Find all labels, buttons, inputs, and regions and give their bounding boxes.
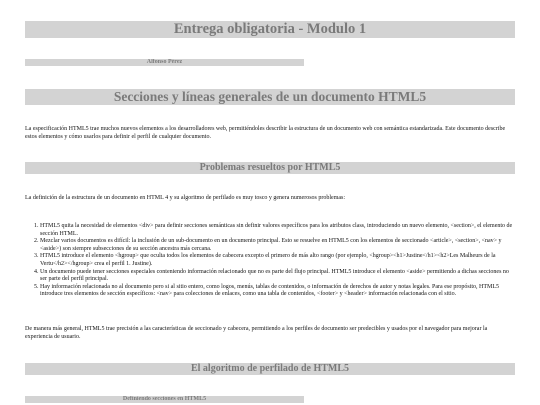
document-title: Entrega obligatoria - Modulo 1 (25, 21, 515, 38)
problems-intro-paragraph: La definición de la estructura de un documento en HTML 4 y su algoritmo de perfilado es muy tosco y genera numerosos problemas: (25, 195, 346, 201)
intro-paragraph: La especificación HTML5 trae muchos nuevos elementos a los desarrolladores web, permitiéndoles describir la estructura de un documento web con semántica estandarizada. Este documento describe estos elementos y cómo usarlos para definir el perfil de cualquier documento. (25, 126, 506, 140)
problems-list (25, 223, 513, 299)
conclusion-paragraph: De manera más general, HTML5 trae precisión a las características de seccionado y cabecera, permitiendo a los perfiles de documento ser predecibles y usados por el navegador para mejorar la experiencia de usuario. (25, 326, 488, 340)
list-item: 3. HTML5 introduce el elemento <hgroup> que oculta todos los elementos de cabecera excepto el primero de más alto rango (por ejemplo, <hgroup><h1>Justine</h1><h2>Les Malheurs de la Vertu</h2></hgroup> crea el perfil 1. Justine). (40, 253, 513, 268)
list-item: 2. Mezclar varios documentos es difícil: la inclusión de un sub-documento en un documento principal. Esto se resuelve en HTML5 con los elementos de seccionado <article>, <section>, <nav> y <aside>) son siempre subsecciones de su sección ancestra más cercana. (40, 238, 513, 253)
author-name: Alfonso Pérez (25, 59, 304, 66)
algorithm-heading: El algoritmo de perfilado de HTML5 (25, 363, 515, 375)
main-heading: Secciones y líneas generales de un documento HTML5 (25, 89, 515, 105)
problems-heading: Problemas resueltos por HTML5 (25, 162, 515, 174)
list-item: 1. HTML5 quita la necesidad de elementos <div> para definir secciones semánticas sin definir valores específicos para los atributos class, introduciendo un nuevo elemento, <section>, el elemento de sección HTML. (40, 223, 513, 238)
defining-sections-heading: Definiendo secciones en HTML5 (25, 396, 304, 403)
list-item: 5. Hay información relacionada no al documento pero si al sitio entero, como logos, menús, tablas de contenidos, o información de derechos de autor y notas legales. Para ese propósito, HTML5 introduce tres elementos de sección específicos: <nav> para colecciones de enlaces, como una tabla de contenidos, <footer> y <header> información relacionada con el sitio. (40, 284, 513, 299)
list-item: 4. Un documento puede tener secciones especiales conteniendo información relacionado que no es parte del flujo principal. HTML5 introduce el elemento <aside> permitiendo a dichas secciones no ser parte del perfil principal. (40, 269, 513, 284)
